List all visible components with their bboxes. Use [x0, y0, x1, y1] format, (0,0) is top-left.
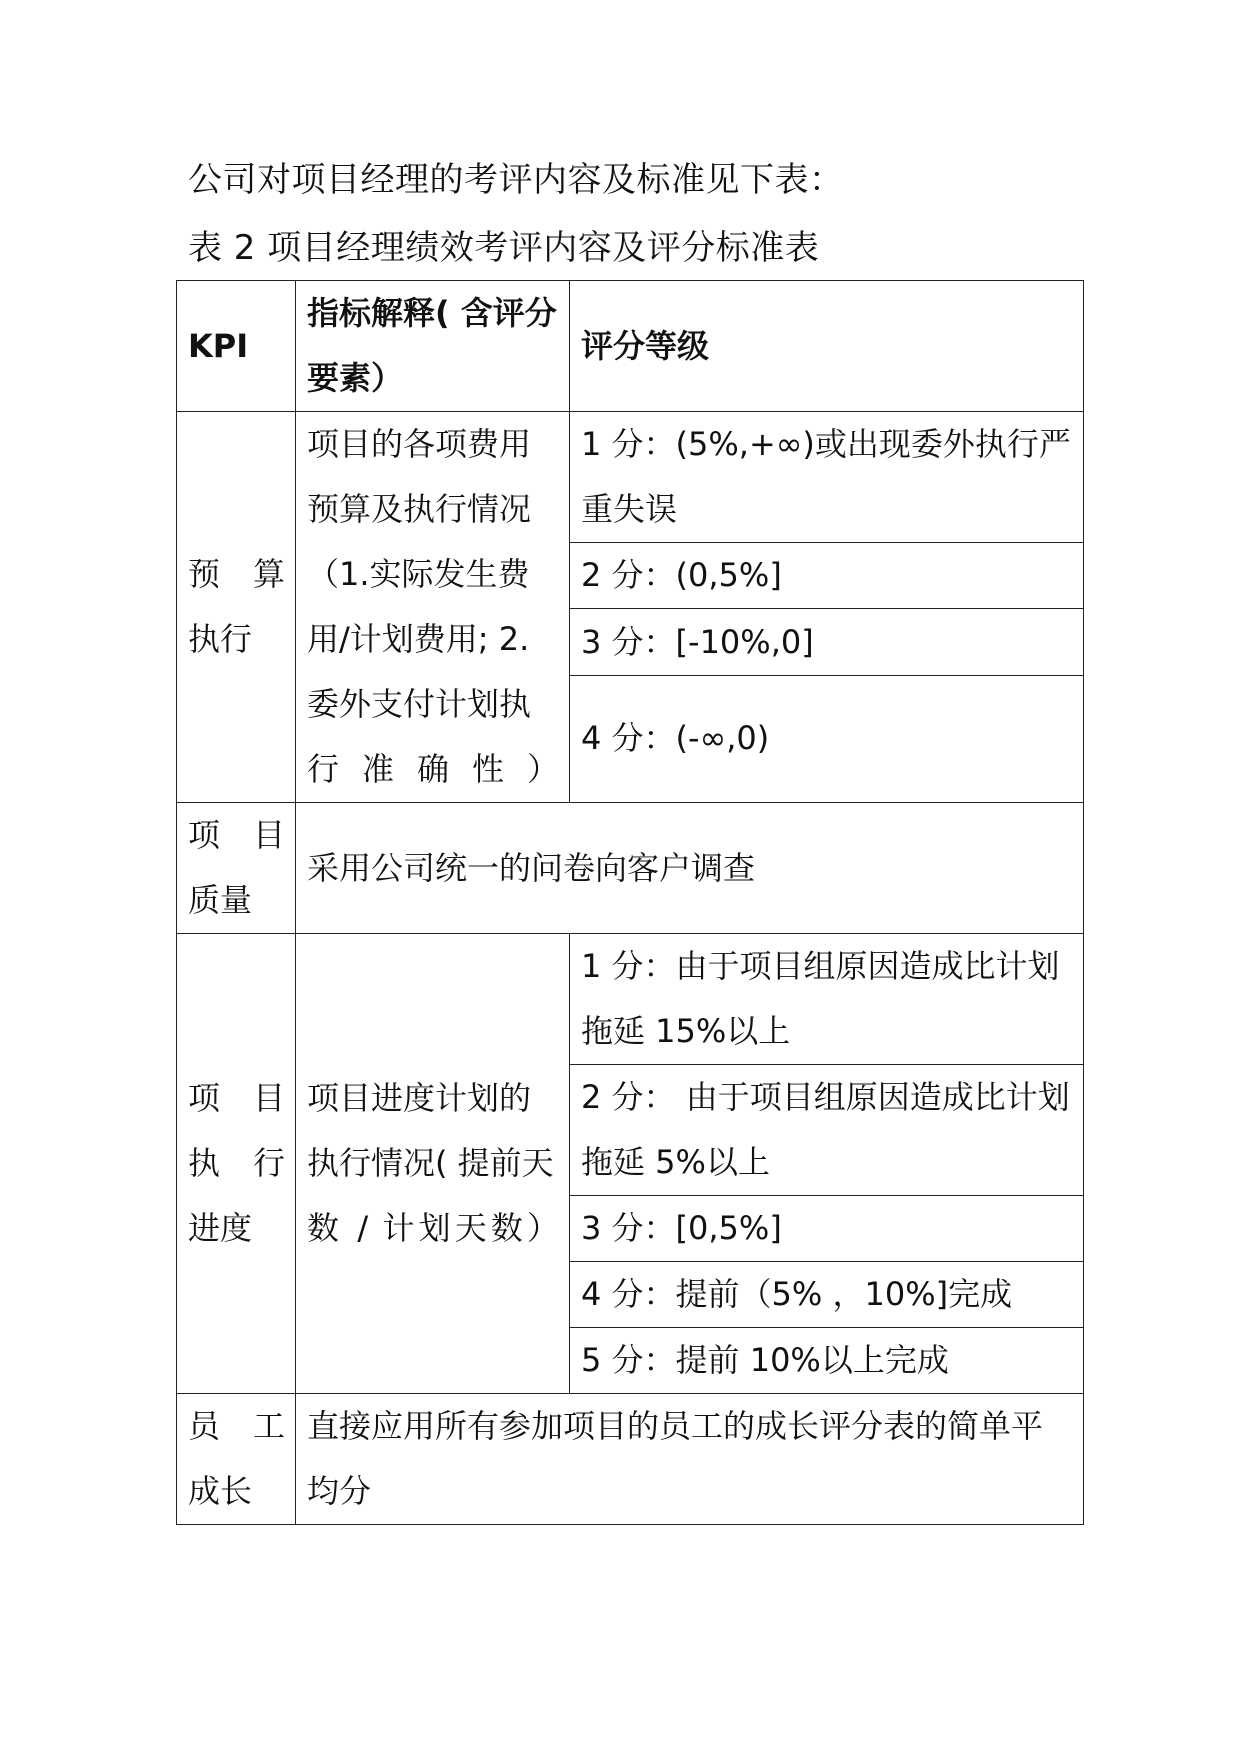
table-row	[177, 934, 1084, 1065]
kpi-quality-line2: 质量	[188, 881, 253, 919]
kpi-growth-line2: 成长	[188, 1472, 253, 1510]
grade-schedule-2: 2 分： 由于项目组原因造成比计划拖延 5%以上	[570, 1065, 1084, 1196]
grade-schedule-4: 4 分：提前（5% ，10%]完成	[570, 1262, 1084, 1328]
header-kpi: KPI	[177, 281, 296, 412]
kpi-quality	[177, 803, 296, 934]
kpi-schedule-line3: 进度	[188, 1209, 253, 1247]
kpi-budget-line1: 预 算	[188, 555, 285, 593]
grade-schedule-3: 3 分：[0,5%]	[570, 1196, 1084, 1262]
header-grade: 评分等级	[570, 281, 1084, 412]
intro-text: 公司对项目经理的考评内容及标准见下表：	[188, 160, 844, 200]
desc-quality: 采用公司统一的问卷向客户调查	[296, 803, 1084, 934]
grade-budget-4: 4 分：(-∞,0)	[570, 675, 1084, 802]
kpi-budget	[177, 412, 296, 803]
table-caption: 表 2 项目经理绩效考评内容及评分标准表	[188, 228, 820, 268]
desc-schedule: 项目进度计划的执行情况( 提前天数 / 计划天数）	[296, 934, 570, 1394]
kpi-schedule-line2: 执 行	[188, 1144, 285, 1182]
header-desc: 指标解释( 含评分要素）	[296, 281, 570, 412]
table-header-row	[177, 281, 1084, 412]
grade-budget-1: 1 分：(5%,+∞)或出现委外执行严重失误	[570, 412, 1084, 543]
grade-budget-3: 3 分：[-10%,0]	[570, 609, 1084, 675]
kpi-growth-line1: 员 工	[188, 1407, 285, 1445]
kpi-growth	[177, 1394, 296, 1525]
table-row	[177, 803, 1084, 934]
grade-budget-2: 2 分：(0,5%]	[570, 543, 1084, 609]
kpi-table	[176, 280, 1084, 1525]
kpi-schedule	[177, 934, 296, 1394]
grade-schedule-1: 1 分：由于项目组原因造成比计划拖延 15%以上	[570, 934, 1084, 1065]
grade-schedule-5: 5 分：提前 10%以上完成	[570, 1328, 1084, 1394]
table-row	[177, 412, 1084, 543]
table-row	[177, 1394, 1084, 1525]
kpi-budget-line2: 执行	[188, 620, 253, 658]
kpi-schedule-line1: 项 目	[188, 1079, 285, 1117]
kpi-quality-line1: 项 目	[188, 816, 285, 854]
desc-growth: 直接应用所有参加项目的员工的成长评分表的简单平均分	[296, 1394, 1084, 1525]
desc-budget: 项目的各项费用预算及执行情况（1.实际发生费用/计划费用; 2.委外支付计划执行准确性）	[296, 412, 570, 803]
